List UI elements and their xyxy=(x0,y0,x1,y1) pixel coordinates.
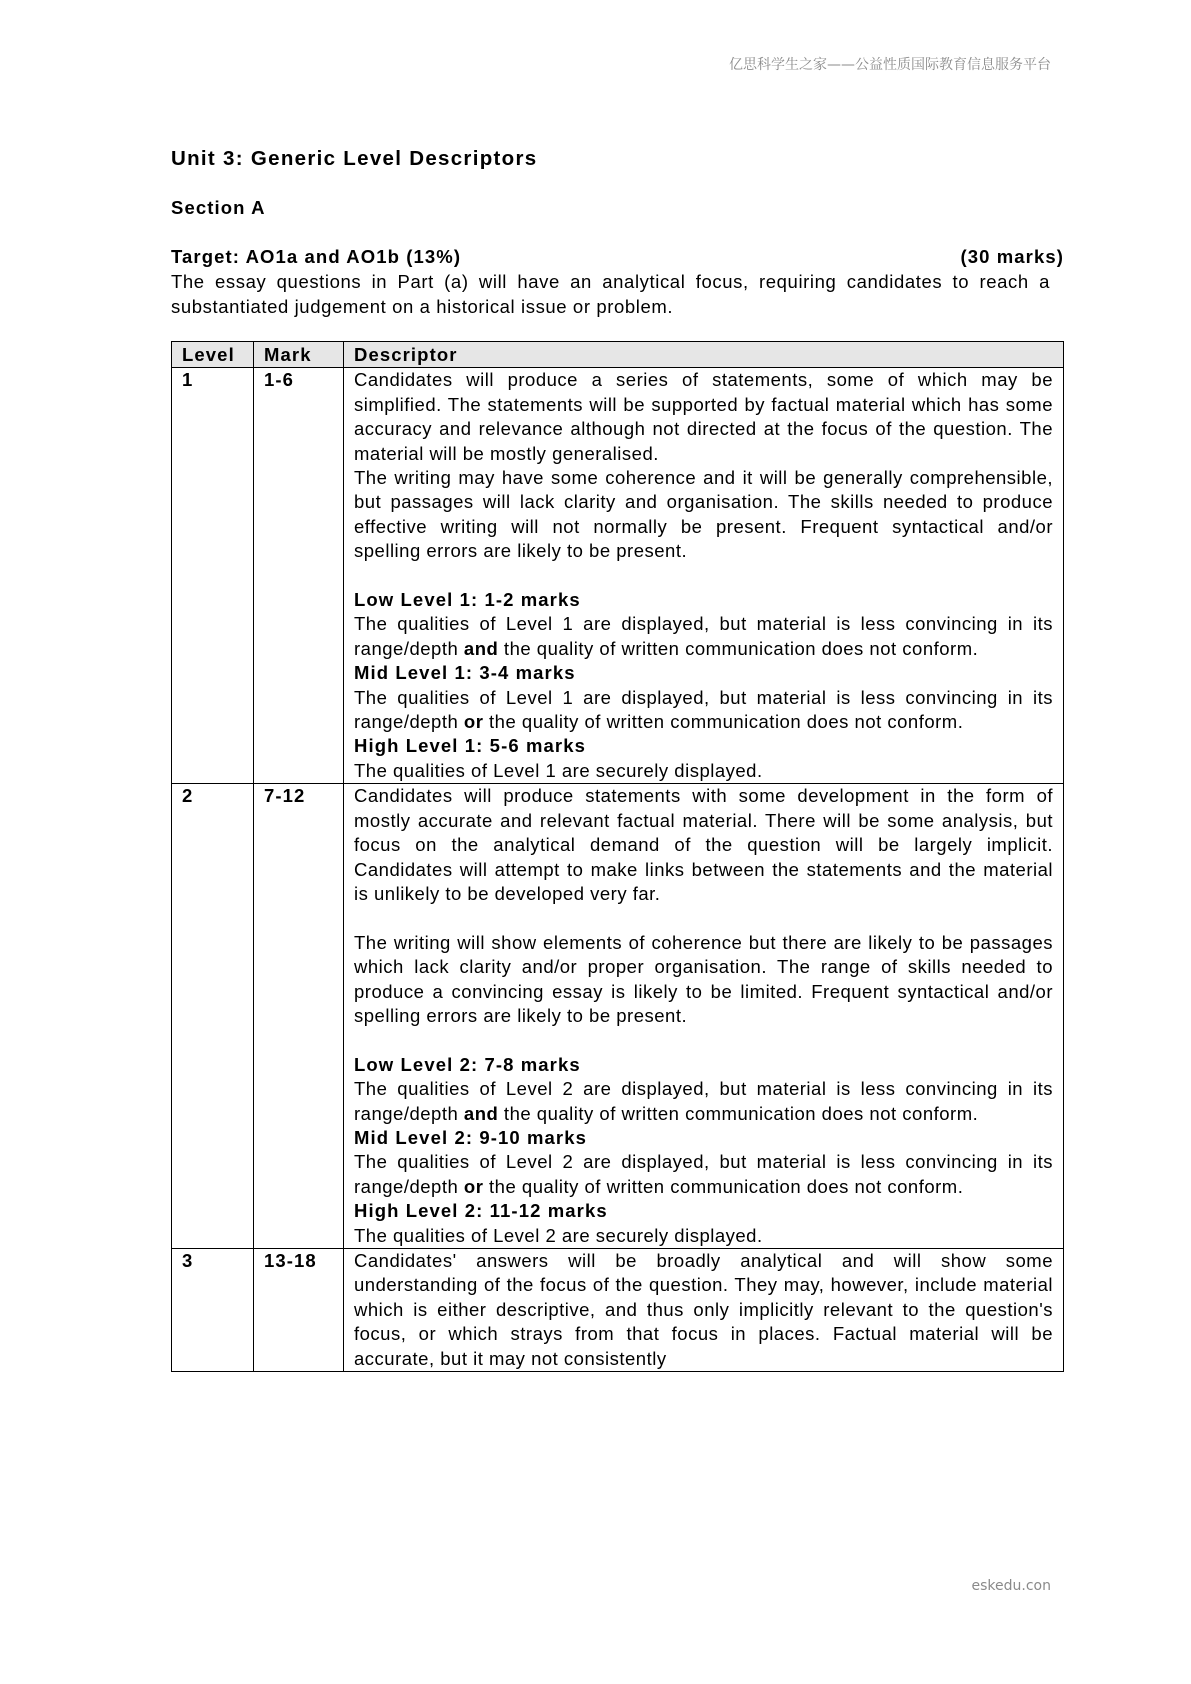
sublevel-heading-high: High Level 1: 5-6 marks xyxy=(354,735,586,757)
sublevel-heading-low: Low Level 1: 1-2 marks xyxy=(354,589,581,611)
sublevel-text-high: The qualities of Level 2 are securely displayed. xyxy=(354,1224,763,1246)
text-part: The qualities of Level 1 are displayed, but material is less convincing in its range/depth xyxy=(354,613,1053,659)
target-line xyxy=(171,244,1064,270)
descriptor-paragraph: Candidates' answers will be broadly analytical and will show some understanding of the focus of the question. They may, however, include material which is either descriptive, and thus only implicitly relevant to the question's focus, or which strays from that focus in places. Factual material will be accurate, but it may not consistently xyxy=(354,1249,1053,1369)
text-part: The qualities of Level 2 are displayed, but material is less convincing in its range/depth xyxy=(354,1078,1053,1124)
text-part: The qualities of Level 2 are displayed, but material is less convincing in its range/depth xyxy=(354,1151,1053,1197)
text-part: the quality of written communication does not conform. xyxy=(483,711,964,733)
descriptor-cell xyxy=(344,368,1064,784)
descriptor-paragraph: Candidates will produce statements with some development in the form of mostly accurate and relevant factual material. There will be some analysis, but focus on the analytical demand of the question will be largely implicit. Candidates will attempt to make links between the statements and the material is unlikely to be developed very far. xyxy=(354,785,1053,904)
column-header-descriptor: Descriptor xyxy=(344,342,1064,368)
text-part: the quality of written communication does not conform. xyxy=(498,1102,979,1124)
text-part: The qualities of Level 1 are displayed, but material is less convincing in its range/depth xyxy=(354,686,1053,733)
level-cell: 1 xyxy=(172,368,254,784)
table-row xyxy=(172,1248,1064,1371)
mark-cell: 7-12 xyxy=(254,784,344,1249)
descriptor-paragraph: The writing will show elements of coherence but there are likely to be passages which lack clarity and/or proper organisation. The range of skills needed to produce a convincing essay is likely to be limited. Frequent syntactical and/or spelling errors are likely to be present. xyxy=(354,931,1053,1026)
sublevel-text-mid xyxy=(354,1150,1053,1199)
header-watermark: 亿思科学生之家——公益性质国际教育信息服务平台 xyxy=(729,57,1051,73)
level-cell: 2 xyxy=(172,784,254,1249)
sublevel-heading-mid: Mid Level 1: 3-4 marks xyxy=(354,662,576,684)
table-header-row xyxy=(172,342,1064,368)
section-heading: Section A xyxy=(171,197,266,218)
footer-watermark: eskedu.con xyxy=(971,1578,1051,1594)
keyword-and: and xyxy=(463,1102,499,1124)
keyword-and: and xyxy=(463,637,499,659)
level-descriptor-table xyxy=(171,341,1064,1372)
sublevel-text-high: The qualities of Level 1 are securely displayed. xyxy=(354,759,763,781)
column-header-mark: Mark xyxy=(254,342,344,368)
keyword-or: or xyxy=(463,711,484,733)
intro-paragraph: The essay questions in Part (a) will have an analytical focus, requiring candidates to reach a substantiated judgement on a historical issue or problem. xyxy=(171,271,1050,317)
descriptor-paragraph: Candidates will produce a series of statements, some of which may be simplified. The statements will be supported by factual material which has some accuracy and relevance although not directed at the focus of the question. The material will be mostly generalised. xyxy=(354,369,1053,464)
total-marks: (30 marks) xyxy=(960,246,1064,267)
table-row xyxy=(172,784,1064,1249)
descriptor-cell xyxy=(344,1248,1064,1371)
sublevel-heading-high: High Level 2: 11-12 marks xyxy=(354,1200,608,1222)
sublevel-text-low xyxy=(354,612,1053,661)
descriptor-cell xyxy=(344,784,1064,1249)
target-label: Target: AO1a and AO1b (13%) xyxy=(171,246,462,267)
text-part: the quality of written communication does not conform. xyxy=(483,1175,964,1197)
document-title: Unit 3: Generic Level Descriptors xyxy=(171,147,538,170)
mark-cell: 1-6 xyxy=(254,368,344,784)
column-header-level: Level xyxy=(172,342,254,368)
sublevel-text-low xyxy=(354,1077,1053,1126)
document-body xyxy=(171,144,1064,1372)
sublevel-heading-mid: Mid Level 2: 9-10 marks xyxy=(354,1126,588,1148)
text-part: the quality of written communication does not conform. xyxy=(498,637,979,659)
descriptor-paragraph: The writing may have some coherence and it will be generally comprehensible, but passages will lack clarity and organisation. The skills needed to produce effective writing will not normally be present. Frequent syntactical and/or spelling errors are likely to be present. xyxy=(354,467,1053,562)
level-cell: 3 xyxy=(172,1248,254,1371)
keyword-or: or xyxy=(463,1175,484,1197)
table-row xyxy=(172,368,1064,784)
sublevel-text-mid xyxy=(354,686,1053,735)
sublevel-heading-low: Low Level 2: 7-8 marks xyxy=(354,1053,581,1075)
mark-cell: 13-18 xyxy=(254,1248,344,1371)
